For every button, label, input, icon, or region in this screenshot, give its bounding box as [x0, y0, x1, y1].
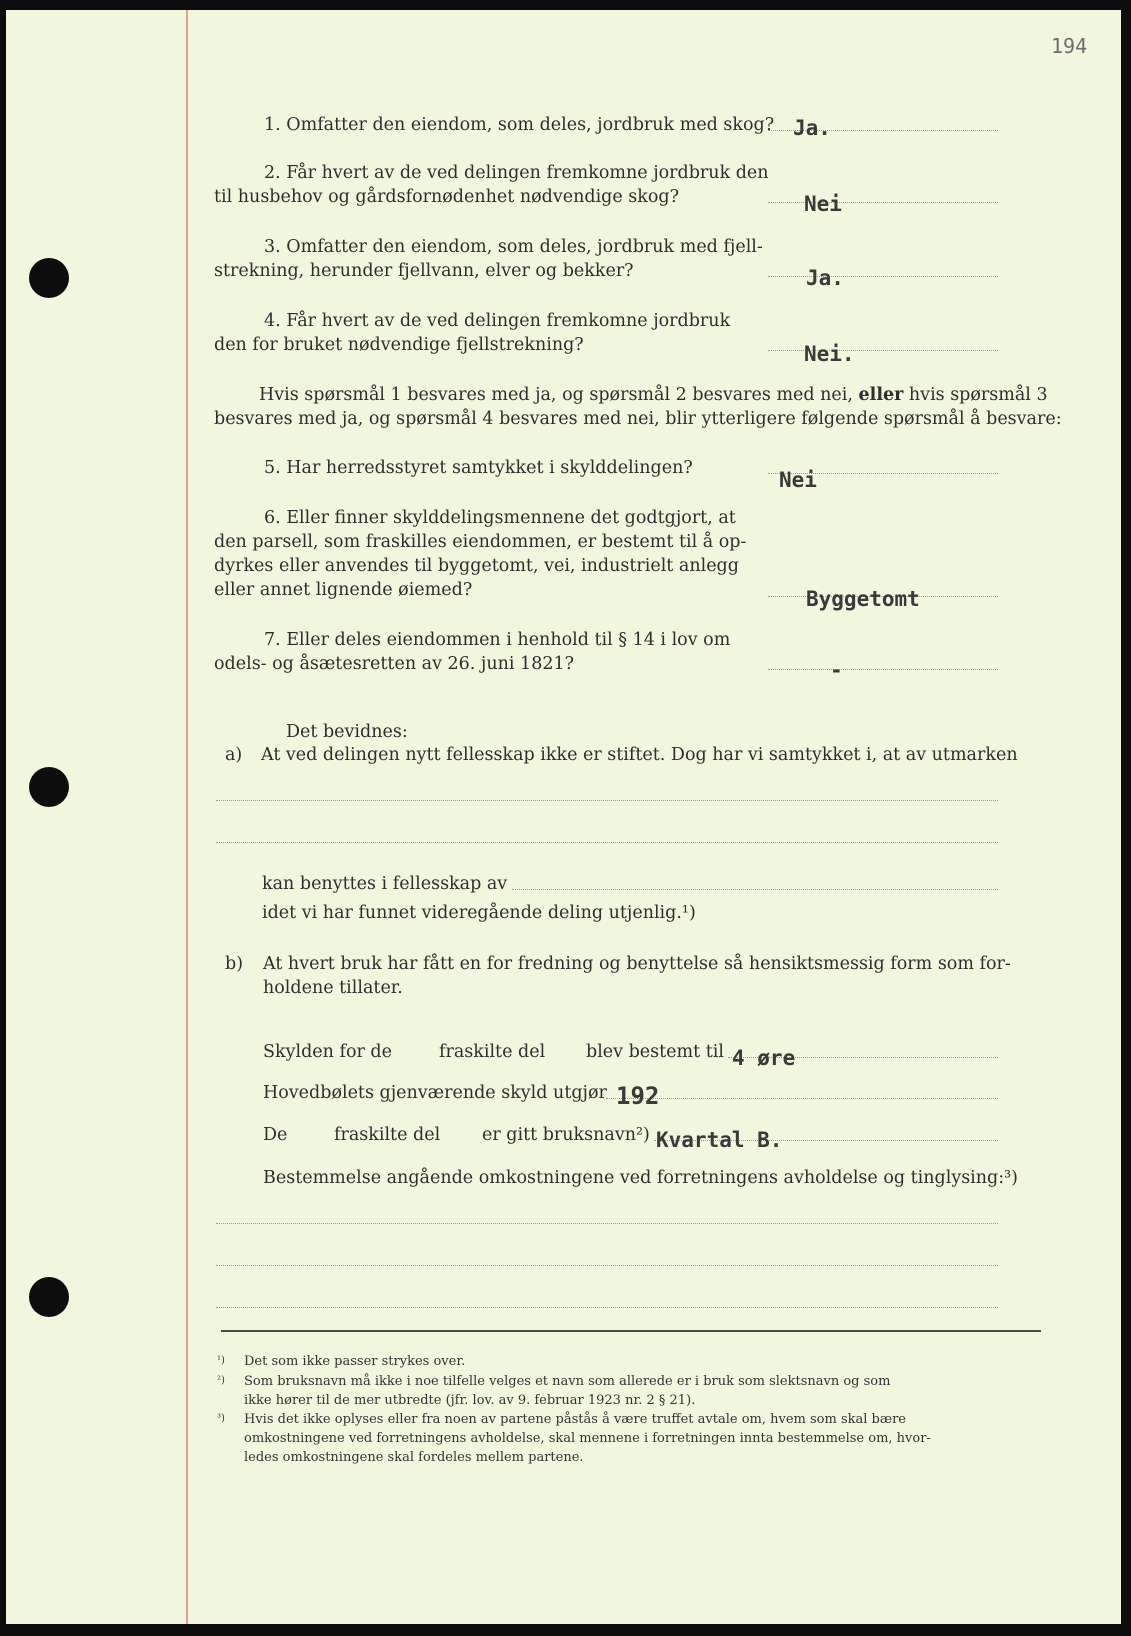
punch-hole [29, 1277, 69, 1317]
attest-a-marker: a) [225, 745, 243, 765]
condition-bold-word: eller [858, 385, 904, 405]
fill-line [512, 889, 998, 890]
footnote-2-mark: ²) [217, 1375, 225, 1386]
answer-3: Ja. [806, 266, 844, 290]
margin-line [186, 10, 188, 1624]
question-1-line-1: 1. Omfatter den eiendom, som deles, jordbruk med skog? [264, 115, 775, 135]
footnote-rule [221, 1330, 1041, 1332]
fill-line [216, 1307, 998, 1308]
punch-hole [29, 258, 69, 298]
question-6-line-4: eller annet lignende øiemed? [214, 580, 473, 600]
attest-b-line-1: At hvert bruk har fått en for fredning og benyttelse så hensiktsmessig form som for- [263, 954, 1011, 974]
attest-a-text: At ved delingen nytt fellesskap ikke er stiftet. Dog har vi samtykket i, at av utmarken [261, 745, 1018, 765]
tax-label-a: Skylden for de [263, 1042, 392, 1062]
fill-line [216, 1223, 998, 1224]
condition-text-b: hvis spørsmål 3 [908, 385, 1048, 405]
answer-6: Byggetomt [806, 587, 920, 611]
question-7-line-1: 7. Eller deles eiendommen i henhold til § 14 i lov om [264, 630, 731, 650]
question-3-line-2: strekning, herunder fjellvann, elver og bekker? [214, 261, 634, 281]
tax-value: 4 øre [732, 1046, 796, 1070]
footnote-3-line-1: Hvis det ikke oplyses eller fra noen av partene påstås å være truffet avtale om, hvem som skal bære [244, 1412, 906, 1427]
fill-line [216, 800, 998, 801]
attest-b-marker: b) [225, 954, 244, 974]
farm-name-value: Kvartal B. [656, 1128, 783, 1152]
attest-b-line-2: holdene tillater. [263, 978, 403, 998]
costs-label: Bestemmelse angående omkostningene ved forretningens avholdelse og tinglysing:³) [263, 1168, 1018, 1188]
question-6-line-3: dyrkes eller anvendes til byggetomt, vei, industrielt anlegg [214, 556, 739, 576]
footnote-3-line-2: omkostningene ved forretningens avholdelse, skal mennene i forretningen innta bestemmelse om, hvor- [244, 1431, 931, 1446]
fill-line [216, 842, 998, 843]
name-label-b: fraskilte del [334, 1125, 441, 1145]
condition-text-a: Hvis spørsmål 1 besvares med ja, og spørsmål 2 besvares med nei, [259, 385, 853, 405]
footnote-1-mark: ¹) [217, 1355, 225, 1366]
answer-7: - [830, 658, 843, 682]
answer-5: Nei [779, 468, 817, 492]
main-tax-value: 192 [616, 1082, 660, 1110]
name-label-a: De [263, 1125, 288, 1145]
answer-2: Nei [804, 192, 842, 216]
question-4-line-2: den for bruket nødvendige fjellstrekning? [214, 335, 584, 355]
footnote-2-line-2: ikke hører til de mer utbredte (jfr. lov. av 9. februar 1923 nr. 2 § 21). [244, 1393, 696, 1408]
document-page [6, 10, 1121, 1624]
footnote-1-line-1: Det som ikke passer strykes over. [244, 1354, 466, 1369]
footnote-2-line-1: Som bruksnavn må ikke i noe tilfelle velges et navn som allerede er i bruk som slektsnavn og som [244, 1374, 891, 1389]
question-7-line-2: odels- og åsætesretten av 26. juni 1821? [214, 654, 574, 674]
attest-heading: Det bevidnes: [286, 722, 408, 742]
answer-4: Nei. [804, 342, 855, 366]
fill-line [606, 1098, 998, 1099]
name-label-c: er gitt bruksnavn²) [482, 1125, 650, 1145]
answer-line [768, 202, 998, 203]
question-2-line-2: til husbehov og gårdsfornødenhet nødvendige skog? [214, 187, 679, 207]
question-2-line-1: 2. Får hvert av de ved delingen fremkomne jordbruk den [264, 163, 769, 183]
question-6-line-2: den parsell, som fraskilles eiendommen, er bestemt til å op- [214, 532, 747, 552]
further-division-text: idet vi har funnet videregående deling utjenlig.¹) [262, 903, 696, 923]
answer-1: Ja. [793, 116, 831, 140]
condition-line-1 [259, 383, 1048, 408]
main-tax-label: Hovedbølets gjenværende skyld utgjør [263, 1083, 607, 1103]
question-3-line-1: 3. Omfatter den eiendom, som deles, jordbruk med fjell- [264, 237, 763, 257]
punch-hole [29, 767, 69, 807]
fill-line [216, 1265, 998, 1266]
question-6-line-1: 6. Eller finner skylddelingsmennene det godtgjort, at [264, 508, 736, 528]
footnote-3-mark: ³) [217, 1413, 225, 1424]
question-5-line-1: 5. Har herredsstyret samtykket i skylddelingen? [264, 458, 693, 478]
tax-label-c: blev bestemt til [586, 1042, 724, 1062]
question-4-line-1: 4. Får hvert av de ved delingen fremkomne jordbruk [264, 311, 731, 331]
tax-label-b: fraskilte del [439, 1042, 546, 1062]
condition-line-2: besvares med ja, og spørsmål 4 besvares med nei, blir ytterligere følgende spørsmål å besvare: [214, 409, 1062, 429]
answer-line [768, 276, 998, 277]
answer-line [768, 350, 998, 351]
footnote-3-line-3: ledes omkostningene skal fordeles mellem partene. [244, 1450, 584, 1465]
shared-use-label: kan benyttes i fellesskap av [262, 874, 508, 894]
answer-line [768, 669, 998, 670]
page-number: 194 [1051, 34, 1088, 58]
